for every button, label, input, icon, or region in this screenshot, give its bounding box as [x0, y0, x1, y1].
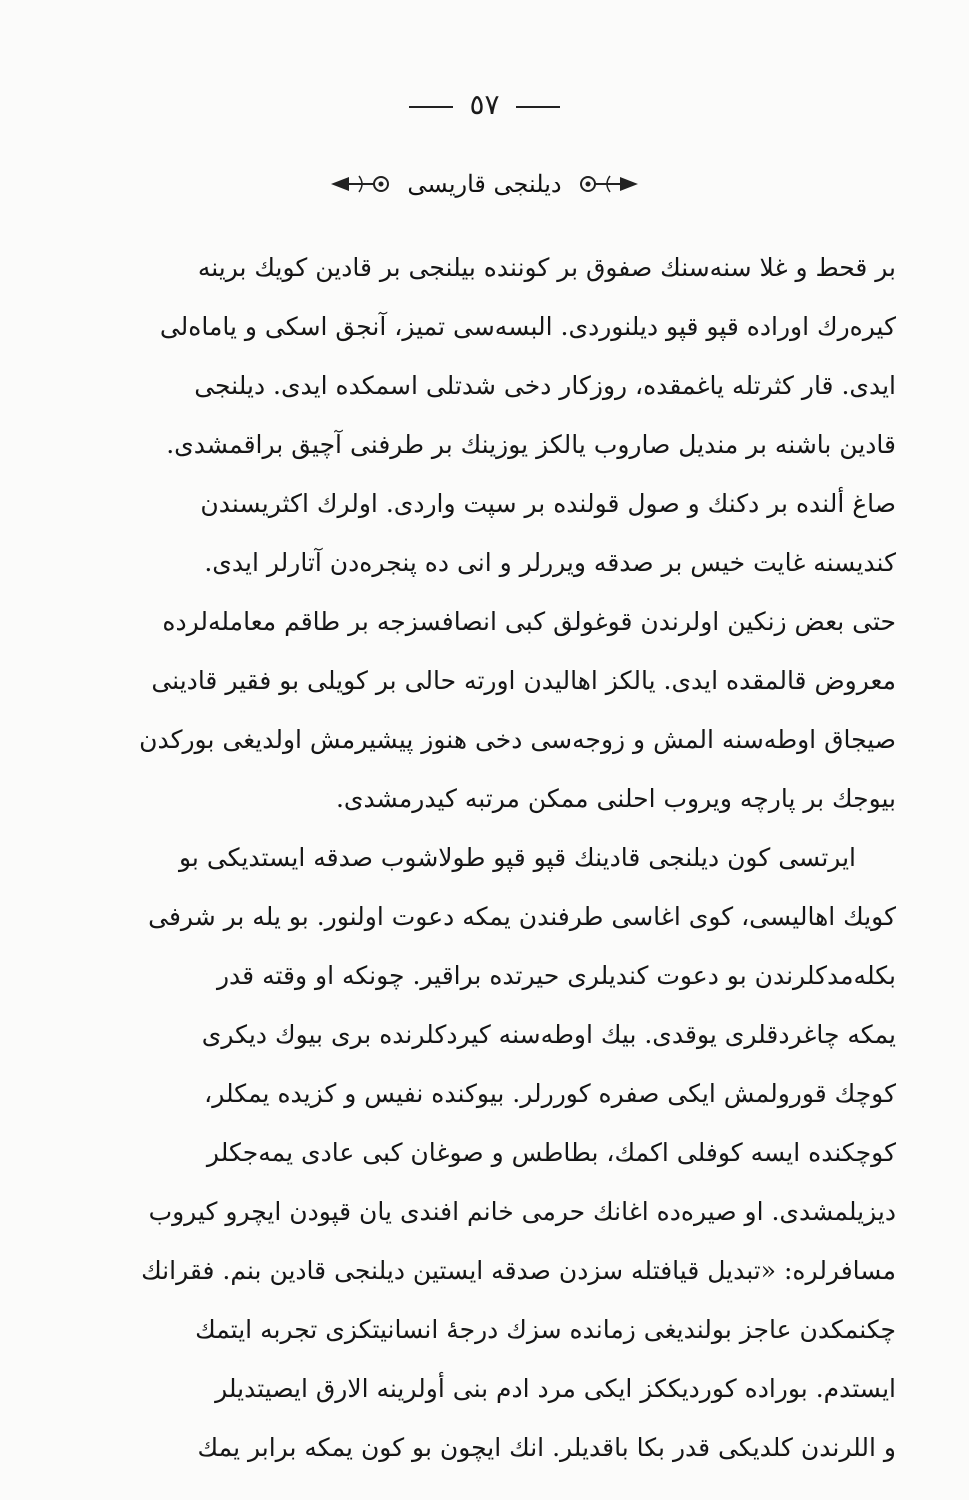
page-number-dash-left: [409, 106, 453, 108]
text-line: کندیسنه غایت خیس بر صدقه ویررلر و انی ده پنجره‌دن آتارلر ایدی.: [204, 548, 896, 577]
ornament-right-icon: [576, 171, 640, 197]
text-line: ایستدم. بوراده کوردیککز ایکی مرد ادم بنی أولرینه الارق ایصیتدیلر: [215, 1374, 896, 1403]
chapter-heading-row: [0, 170, 969, 198]
text-line: حتی بعض زنکین اولرندن قوغولق کبی انصافسزجه بر طاقم معامله‌لرده: [162, 607, 896, 636]
text-line: صاغ ألنده بر دکنك و صول قولنده بر سپت واردی. اولرك اکثریسندن: [200, 489, 896, 518]
text-line: بر قحط و غلا سنه‌سنك صفوق بر کوننده بیلنجی بر قادین کویك برینه: [197, 253, 896, 282]
chapter-heading: دیلنجی قاریسی: [407, 170, 562, 198]
text-line: مسافرلره: «تبدیل قیافتله سزدن صدقه ایستین دیلنجی قادین بنم. فقرانك: [141, 1256, 896, 1285]
text-line: ایرتسی کون دیلنجی قادینك قپو قپو طولاشوب صدقه ایستدیکی بو: [179, 843, 856, 872]
text-line: ایدی. قار کثرتله یاغمقده، روزکار دخی شدتلی اسمکده ایدی. دیلنجی: [194, 371, 896, 400]
body-text: [96, 238, 896, 1477]
text-line: کوچکنده ایسه کوفلی اکمك، بطاطس و صوغان کبی عادی یمه‌جکلر: [206, 1138, 896, 1167]
text-line: کوچك قورولمش ایکی صفره کوررلر. بیوکنده نفیس و کزیده یمکلر،: [204, 1079, 896, 1108]
text-line: صیجاق اوطه‌سنه المش و زوجه‌سی دخی هنوز پیشیرمش اولدیغی بورکدن: [139, 725, 896, 754]
text-line: چکنمکدن عاجز بولندیغی زمانده سزك درجهٔ انسانیتکزی تجربه ایتمك: [195, 1315, 896, 1344]
page-number-dash-right: [516, 106, 560, 108]
ornament-left-icon: [329, 171, 393, 197]
page-number-value: ٥٧: [469, 88, 500, 121]
text-line: دیزیلمشدی. او صیره‌ده اغانك حرمی خانم افندی یان قپودن ایچرو کیروب: [148, 1197, 896, 1226]
text-line: معروض قالمقده ایدی. یالکز اهالیدن اورته حالی بر کویلی بو فقیر قادینی: [151, 666, 896, 695]
text-line: قادین باشنه بر مندیل صاروب یالکز یوزینك بر طرفنی آچیق براقمشدی.: [166, 430, 896, 459]
text-line: یمکه چاغردقلری یوقدی. بیك اوطه‌سنه کیردکلرنده بری بیوك دیکری: [201, 1020, 896, 1049]
text-line: بکله‌مدکلرندن بو دعوت کندیلری حیرتده براقیر. چونکه او وقته قدر: [216, 961, 896, 990]
text-line: بیوجك بر پارچه ویروب احلنی ممکن مرتبه کیدرمشدی.: [335, 784, 896, 813]
text-line: کویك اهالیسی، کوی اغاسی طرفندن یمکه دعوت اولنور. بو یله بر شرفی: [148, 902, 896, 931]
text-line: و اللرندن کلدیکی قدر بکا باقدیلر. انك ایچون بو کون یمکه برابر یمك: [197, 1433, 896, 1462]
text-line: کیره‌رك اوراده قپو قپو دیلنوردی. البسه‌سی تمیز، آنجق اسکی و یاماه‌لی: [159, 312, 896, 341]
page-number: [0, 88, 969, 121]
